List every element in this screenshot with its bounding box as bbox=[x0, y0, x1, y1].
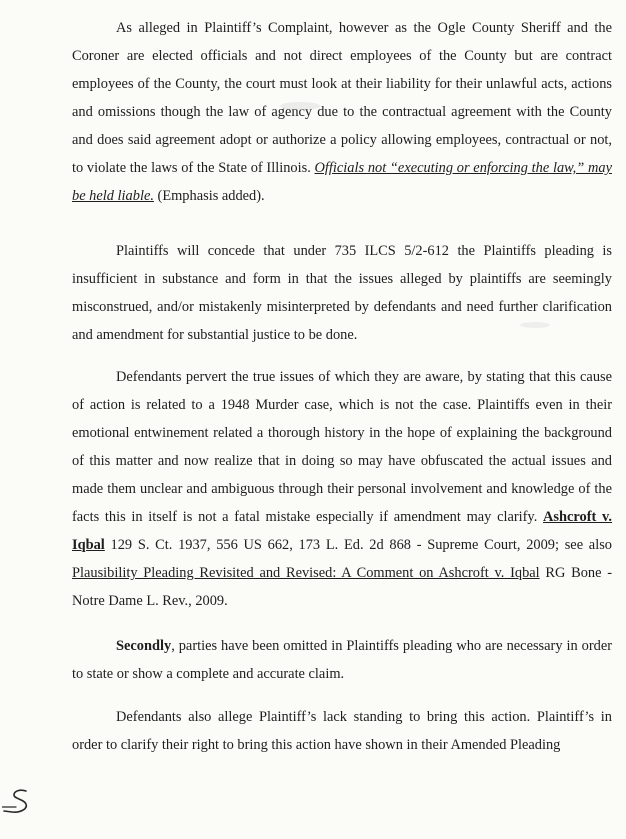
paragraph-agency-liability bbox=[72, 14, 612, 210]
paragraph-defendants-pervert bbox=[72, 363, 612, 615]
paragraph-text: Plaintiffs will concede that under 735 ILCS 5/2-612 the Plaintiffs pleading is insufficient in substance and form in that the issues alleged by plaintiffs are seemingly misconstrued, and/or mistakenly misinterpreted by defendants and need further clarification and amendment for substantial justice to be done. bbox=[72, 243, 612, 343]
case-citation: Ashcroft v. Iqbal bbox=[72, 509, 612, 553]
paragraph-text: RG Bone - Notre Dame L. Rev., 2009. bbox=[72, 565, 613, 609]
paragraph-concession bbox=[72, 237, 612, 349]
handwritten-page-mark bbox=[2, 785, 42, 821]
paragraph-text: , parties have been omitted in Plaintiffs pleading who are necessary in order to state or show a complete and accurate claim. bbox=[72, 638, 612, 682]
scan-artifact bbox=[280, 102, 320, 110]
lead-word: Secondly bbox=[116, 638, 172, 654]
paragraph-text: Defendants also allege Plaintiff’s lack standing to bring this action. Plaintiff’s in order to clarify their right to bring this action have shown in their Amended Pleading bbox=[72, 709, 612, 753]
paragraph-standing bbox=[72, 703, 612, 759]
paragraph-text: As alleged in Plaintiff’s Complaint, however as the Ogle County Sheriff and the Coroner are elected officials and not direct employees of the County but are contract employees of the County, the court must look at their liability for their unlawful acts, actions and omissions though the law of agency due to the contractual agreement with the County and does said agreement adopt or authorize a policy allowing employees, contractual or not, to violate the laws of the State of Illinois. bbox=[72, 20, 612, 176]
scan-artifact bbox=[520, 322, 550, 328]
paragraph-text: 129 S. Ct. 1937, 556 US 662, 173 L. Ed. 2d 868 - Supreme Court, 2009; see also bbox=[104, 537, 612, 553]
emphasized-quote: Officials not “executing or enforcing the law,” may be held liable. bbox=[72, 160, 612, 204]
paragraph-text: (Emphasis added). bbox=[153, 188, 265, 204]
paragraph-text: Defendants pervert the true issues of which they are aware, by stating that this cause of action is related to a 1948 Murder case, which is not the case. Plaintiffs even in their emotional entwinement related a thorough history in the hope of explaining the background of this matter and now realize that in doing so may have obfuscated the actual issues and made them unclear and ambiguous through their personal involvement and knowledge of the facts this in itself is not a fatal mistake especially if amendment may clarify. bbox=[72, 369, 612, 525]
article-citation: Plausibility Pleading Revisited and Revised: A Comment on Ashcroft v. Iqbal bbox=[72, 565, 540, 581]
paragraph-secondly bbox=[72, 632, 612, 688]
